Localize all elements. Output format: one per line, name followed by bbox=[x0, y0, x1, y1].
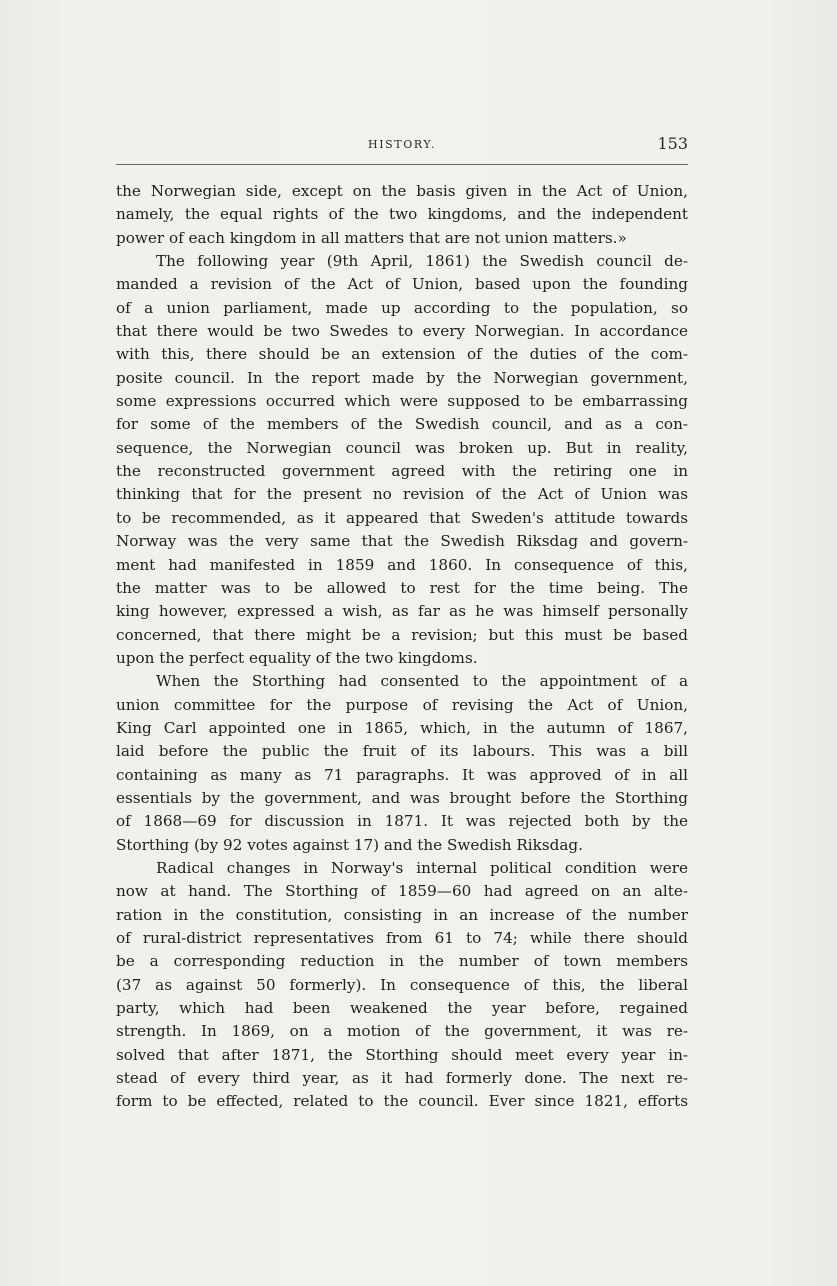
text-line: union committee for the purpose of revising the Act of Union, bbox=[116, 695, 688, 714]
text-line: essentials by the government, and was brought before the Storthing bbox=[116, 788, 688, 807]
text-line: form to be effected, related to the council. Ever since 1821, efforts bbox=[116, 1092, 688, 1111]
text-line: concerned, that there might be a revision; but this must be based bbox=[116, 625, 688, 644]
text-line: some expressions occurred which were supposed to be embarrassing bbox=[116, 392, 688, 411]
text-line: for some of the members of the Swedish council, and as a con- bbox=[116, 415, 688, 434]
body-text bbox=[116, 180, 688, 1114]
text-line: Radical changes in Norway's internal political condition were bbox=[156, 858, 688, 877]
running-title: HISTORY. bbox=[368, 138, 436, 151]
text-line: strength. In 1869, on a motion of the government, it was re- bbox=[116, 1022, 688, 1041]
text-line: be a corresponding reduction in the number of town members bbox=[116, 952, 688, 971]
text-line: now at hand. The Storthing of 1859—60 had agreed on an alte- bbox=[116, 882, 688, 901]
text-line: of 1868—69 for discussion in 1871. It was rejected both by the bbox=[116, 812, 688, 831]
text-line: of rural-district representatives from 61 to 74; while there should bbox=[116, 929, 688, 947]
text-line: stead of every third year, as it had formerly done. The next re- bbox=[116, 1069, 688, 1088]
text-line: to be recommended, as it appeared that Sweden's attitude towards bbox=[116, 508, 688, 527]
text-line: ment had manifested in 1859 and 1860. In consequence of this, bbox=[116, 555, 688, 574]
text-line: with this, there should be an extension of the duties of the com- bbox=[116, 345, 688, 364]
text-line: of a union parliament, made up according to the population, so bbox=[116, 298, 688, 317]
text-line: thinking that for the present no revision of the Act of Union was bbox=[116, 485, 688, 504]
text-line: power of each kingdom in all matters that are not union matters.» bbox=[116, 228, 627, 247]
text-line: party, which had been weakened the year before, regained bbox=[116, 999, 688, 1018]
text-line: King Carl appointed one in 1865, which, in the autumn of 1867, bbox=[116, 718, 688, 737]
text-line: king however, expressed a wish, as far as he was himself personally bbox=[116, 602, 688, 621]
page-number: 153 bbox=[657, 134, 688, 153]
text-line: that there would be two Swedes to every Norwegian. In accordance bbox=[116, 322, 688, 341]
text-line: namely, the equal rights of the two kingdoms, and the independent bbox=[116, 205, 688, 224]
text-line: When the Storthing had consented to the appointment of a bbox=[156, 672, 688, 691]
text-line: the matter was to be allowed to rest for the time being. The bbox=[116, 578, 688, 597]
text-line: sequence, the Norwegian council was broken up. But in reality, bbox=[116, 438, 688, 457]
text-line: the reconstructed government agreed with the retiring one in bbox=[116, 462, 688, 481]
text-line: ration in the constitution, consisting in an increase of the number bbox=[116, 905, 688, 924]
text-line: posite council. In the report made by the Norwegian government, bbox=[116, 368, 688, 387]
text-line: manded a revision of the Act of Union, based upon the founding bbox=[116, 275, 688, 294]
running-header bbox=[116, 130, 688, 165]
text-line: solved that after 1871, the Storthing should meet every year in- bbox=[116, 1045, 688, 1064]
text-line: Norway was the very same that the Swedish Riksdag and govern- bbox=[116, 532, 688, 551]
text-line: laid before the public the fruit of its labours. This was a bill bbox=[116, 742, 688, 761]
text-line: Storthing (by 92 votes against 17) and the Swedish Riksdag. bbox=[116, 835, 583, 854]
text-line: upon the perfect equality of the two kingdoms. bbox=[116, 648, 478, 667]
text-line: The following year (9th April, 1861) the Swedish council de- bbox=[156, 252, 688, 271]
text-line: the Norwegian side, except on the basis given in the Act of Union, bbox=[116, 182, 688, 200]
text-line: (37 as against 50 formerly). In consequence of this, the liberal bbox=[116, 975, 688, 994]
text-line: containing as many as 71 paragraphs. It was approved of in all bbox=[116, 765, 688, 784]
